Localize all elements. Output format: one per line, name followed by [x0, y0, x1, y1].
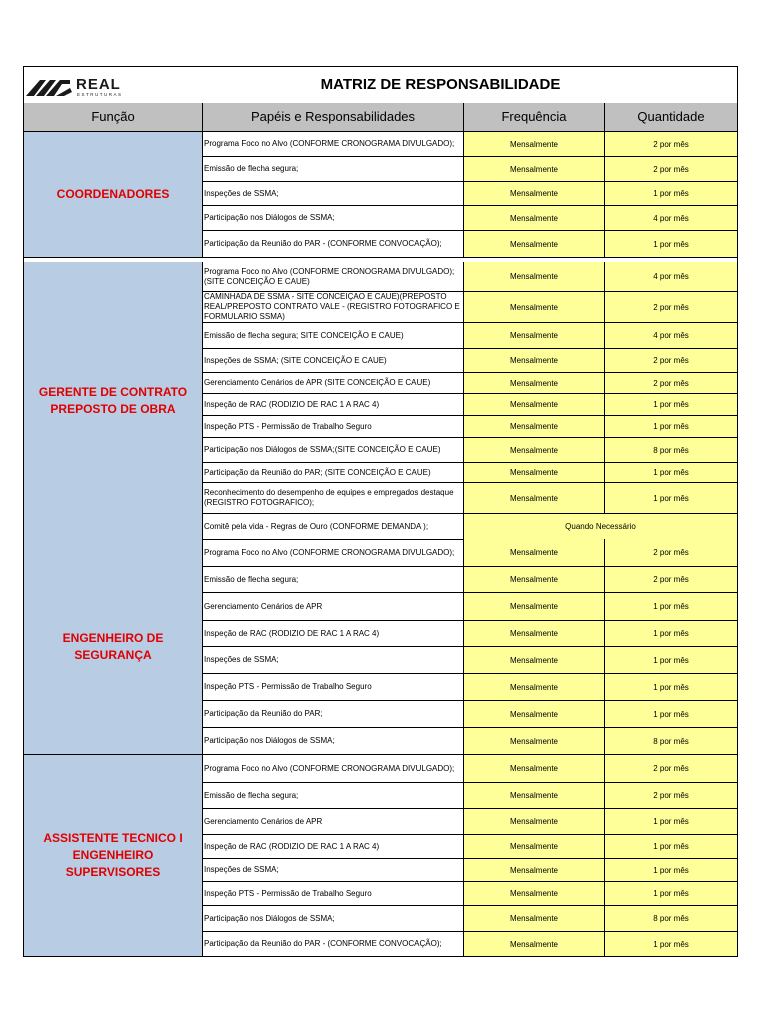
quantity-cell: 8 por mês	[605, 906, 737, 931]
table-row	[203, 783, 737, 809]
quantity-cell: 2 por mês	[605, 349, 737, 372]
table-row	[203, 859, 737, 882]
task-cell: Inspeções de SSMA; (SITE CONCEIÇÃO E CAUE)	[203, 349, 464, 372]
frequency-cell: Mensalmente	[464, 438, 605, 462]
task-cell: Inspeção de RAC (RODIZIO DE RAC 1 A RAC 4)	[203, 394, 464, 415]
table-row	[203, 621, 737, 647]
frequency-cell: Mensalmente	[464, 373, 605, 393]
table-row	[203, 132, 737, 157]
task-cell: Inspeções de SSMA;	[203, 859, 464, 881]
task-cell: Participação nos Diálogos de SSMA;	[203, 906, 464, 931]
table-row	[203, 906, 737, 932]
frequency-cell: Mensalmente	[464, 206, 605, 230]
task-cell: Reconhecimento do desempenho de equipes e empregados destaque (REGISTRO FOTOGRAFICO);	[203, 483, 464, 513]
quantity-cell: 2 por mês	[605, 755, 737, 782]
function-group	[24, 132, 737, 258]
task-cell: Participação da Reunião do PAR; (SITE CONCEIÇÃO E CAUE)	[203, 463, 464, 482]
column-header-quantidade: Quantidade	[637, 109, 705, 124]
title-row	[24, 67, 737, 104]
frequency-cell: Mensalmente	[464, 157, 605, 181]
frequency-cell: Mensalmente	[464, 323, 605, 348]
frequency-cell: Mensalmente	[464, 906, 605, 931]
function-label: COORDENADORES	[56, 187, 170, 201]
table-row	[203, 567, 737, 593]
matrix-body	[24, 132, 737, 956]
table-row	[203, 932, 737, 956]
function-label: ASSISTENTE TECNICO I ENGENHEIRO SUPERVISORES	[43, 831, 183, 879]
table-row	[203, 323, 737, 349]
quantity-cell: 4 por mês	[605, 262, 737, 291]
task-cell: Participação nos Diálogos de SSMA;	[203, 206, 464, 230]
frequency-cell: Mensalmente	[464, 809, 605, 834]
table-row	[203, 157, 737, 182]
task-cell: Programa Foco no Alvo (CONFORME CRONOGRAMA DIVULGADO);	[203, 755, 464, 782]
quantity-cell: 1 por mês	[605, 593, 737, 620]
logo-subtext: ESTRUTURAS	[77, 92, 123, 97]
task-cell: Programa Foco no Alvo (CONFORME CRONOGRAMA DIVULGADO);	[203, 539, 464, 566]
frequency-cell: Mensalmente	[464, 567, 605, 592]
logo-text: REAL	[76, 76, 121, 93]
table-row	[203, 182, 737, 206]
frequency-cell: Mensalmente	[464, 593, 605, 620]
frequency-cell: Mensalmente	[464, 932, 605, 956]
table-row	[203, 416, 737, 438]
frequency-cell: Mensalmente	[464, 349, 605, 372]
frequency-cell: Mensalmente	[464, 182, 605, 205]
table-row	[203, 349, 737, 373]
responsibility-matrix-sheet	[23, 66, 738, 957]
frequency-merged-cell: Quando Necessário	[464, 514, 737, 539]
function-group	[24, 262, 737, 540]
table-row	[203, 483, 737, 514]
task-cell: Gerenciamento Cenários de APR	[203, 809, 464, 834]
quantity-cell: 1 por mês	[605, 674, 737, 700]
table-row	[203, 755, 737, 783]
task-cell: Inspeção de RAC (RODIZIO DE RAC 1 A RAC 4)	[203, 621, 464, 646]
frequency-cell: Mensalmente	[464, 483, 605, 513]
frequency-cell: Mensalmente	[464, 783, 605, 808]
quantity-cell: 2 por mês	[605, 292, 737, 322]
function-group	[24, 539, 737, 755]
quantity-cell: 2 por mês	[605, 132, 737, 156]
table-row	[203, 701, 737, 728]
table-row	[203, 463, 737, 483]
task-cell: Inspeções de SSMA;	[203, 182, 464, 205]
quantity-cell: 1 por mês	[605, 932, 737, 956]
function-cell	[24, 262, 203, 539]
function-cell	[24, 132, 203, 257]
task-cell: Participação da Reunião do PAR - (CONFORME CONVOCAÇÃO);	[203, 932, 464, 956]
table-row	[203, 373, 737, 394]
table-row	[203, 514, 737, 539]
page-title: MATRIZ DE RESPONSABILIDADE	[320, 76, 561, 93]
task-cell: Inspeção PTS - Permissão de Trabalho Seguro	[203, 674, 464, 700]
table-row	[203, 394, 737, 416]
frequency-cell: Mensalmente	[464, 728, 605, 754]
task-cell: Inspeção de RAC (RODIZIO DE RAC 1 A RAC 4)	[203, 835, 464, 858]
frequency-cell: Mensalmente	[464, 463, 605, 482]
quantity-cell: 1 por mês	[605, 859, 737, 881]
responsibility-rows	[203, 262, 737, 539]
function-cell	[24, 755, 203, 956]
table-row	[203, 835, 737, 859]
table-row	[203, 593, 737, 621]
frequency-cell: Mensalmente	[464, 231, 605, 257]
table-row	[203, 292, 737, 323]
task-cell: Participação nos Diálogos de SSMA;(SITE CONCEIÇÃO E CAUE)	[203, 438, 464, 462]
quantity-cell: 1 por mês	[605, 463, 737, 482]
quantity-cell: 8 por mês	[605, 438, 737, 462]
function-group	[24, 755, 737, 957]
real-logo-icon	[26, 70, 126, 100]
frequency-cell: Mensalmente	[464, 539, 605, 566]
frequency-cell: Mensalmente	[464, 262, 605, 291]
frequency-cell: Mensalmente	[464, 835, 605, 858]
task-cell: Inspeção PTS - Permissão de Trabalho Seguro	[203, 882, 464, 905]
task-cell: Emissão de flecha segura;	[203, 783, 464, 808]
quantity-cell: 1 por mês	[605, 621, 737, 646]
frequency-cell: Mensalmente	[464, 701, 605, 727]
function-label: GERENTE DE CONTRATO PREPOSTO DE OBRA	[38, 384, 188, 416]
column-header-papeis: Papéis e Responsabilidades	[203, 103, 464, 131]
table-row	[203, 674, 737, 701]
frequency-cell: Mensalmente	[464, 882, 605, 905]
task-cell: Inspeções de SSMA;	[203, 647, 464, 673]
frequency-cell: Mensalmente	[464, 132, 605, 156]
column-header-funcao: Função	[24, 103, 203, 131]
table-row	[203, 262, 737, 292]
task-cell: Programa Foco no Alvo (CONFORME CRONOGRAMA DIVULGADO);(SITE CONCEIÇÃO E CAUE)	[203, 262, 464, 291]
quantity-cell: 1 por mês	[605, 483, 737, 513]
column-header-frequencia: Frequência	[464, 103, 605, 131]
quantity-cell: 2 por mês	[605, 157, 737, 181]
quantity-cell: 1 por mês	[605, 231, 737, 257]
function-cell	[24, 539, 203, 754]
responsibility-rows	[203, 539, 737, 754]
responsibility-rows	[203, 755, 737, 956]
task-cell: Emissão de flecha segura; SITE CONCEIÇÃO E CAUE)	[203, 323, 464, 348]
table-row	[203, 882, 737, 906]
quantity-cell: 8 por mês	[605, 728, 737, 754]
function-label: ENGENHEIRO DE SEGURANÇA	[62, 630, 164, 662]
table-row	[203, 647, 737, 674]
quantity-cell: 2 por mês	[605, 539, 737, 566]
frequency-cell: Mensalmente	[464, 394, 605, 415]
task-cell: Participação da Reunião do PAR - (CONFORME CONVOCAÇÃO);	[203, 231, 464, 257]
table-row	[203, 728, 737, 754]
quantity-cell: 1 por mês	[605, 882, 737, 905]
task-cell: CAMINHADA DE SSMA - SITE CONCEIÇAO E CAUE)(PREPOSTO REAL/PREPOSTO CONTRATO VALE - (REGISTRO FOTOGRAFICO E FORMULARIO SSMA)	[203, 292, 464, 322]
task-cell: Programa Foco no Alvo (CONFORME CRONOGRAMA DIVULGADO);	[203, 132, 464, 156]
frequency-cell: Mensalmente	[464, 292, 605, 322]
task-cell: Inspeção PTS - Permissão de Trabalho Seguro	[203, 416, 464, 437]
column-header-row	[24, 103, 737, 132]
responsibility-rows	[203, 132, 737, 257]
quantity-cell: 4 por mês	[605, 323, 737, 348]
table-row	[203, 231, 737, 257]
company-logo	[26, 70, 126, 100]
quantity-cell: 2 por mês	[605, 567, 737, 592]
quantity-cell: 2 por mês	[605, 783, 737, 808]
quantity-cell: 1 por mês	[605, 701, 737, 727]
quantity-cell: 2 por mês	[605, 373, 737, 393]
frequency-cell: Mensalmente	[464, 755, 605, 782]
task-cell: Emissão de flecha segura;	[203, 157, 464, 181]
frequency-cell: Mensalmente	[464, 647, 605, 673]
frequency-cell: Mensalmente	[464, 859, 605, 881]
task-cell: Participação nos Diálogos de SSMA;	[203, 728, 464, 754]
task-cell: Participação da Reunião do PAR;	[203, 701, 464, 727]
table-row	[203, 206, 737, 231]
table-row	[203, 539, 737, 567]
task-cell: Gerenciamento Cenários de APR	[203, 593, 464, 620]
frequency-cell: Mensalmente	[464, 416, 605, 437]
frequency-cell: Mensalmente	[464, 621, 605, 646]
quantity-cell: 1 por mês	[605, 182, 737, 205]
task-cell: Emissão de flecha segura;	[203, 567, 464, 592]
quantity-cell: 1 por mês	[605, 835, 737, 858]
table-row	[203, 438, 737, 463]
task-cell: Gerenciamento Cenários de APR (SITE CONCEIÇÃO E CAUE)	[203, 373, 464, 393]
frequency-cell: Mensalmente	[464, 674, 605, 700]
quantity-cell: 4 por mês	[605, 206, 737, 230]
quantity-cell: 1 por mês	[605, 647, 737, 673]
quantity-cell: 1 por mês	[605, 809, 737, 834]
quantity-cell: 1 por mês	[605, 394, 737, 415]
task-cell: Comitê pela vida - Regras de Ouro (CONFORME DEMANDA );	[203, 514, 464, 539]
quantity-cell: 1 por mês	[605, 416, 737, 437]
table-row	[203, 809, 737, 835]
